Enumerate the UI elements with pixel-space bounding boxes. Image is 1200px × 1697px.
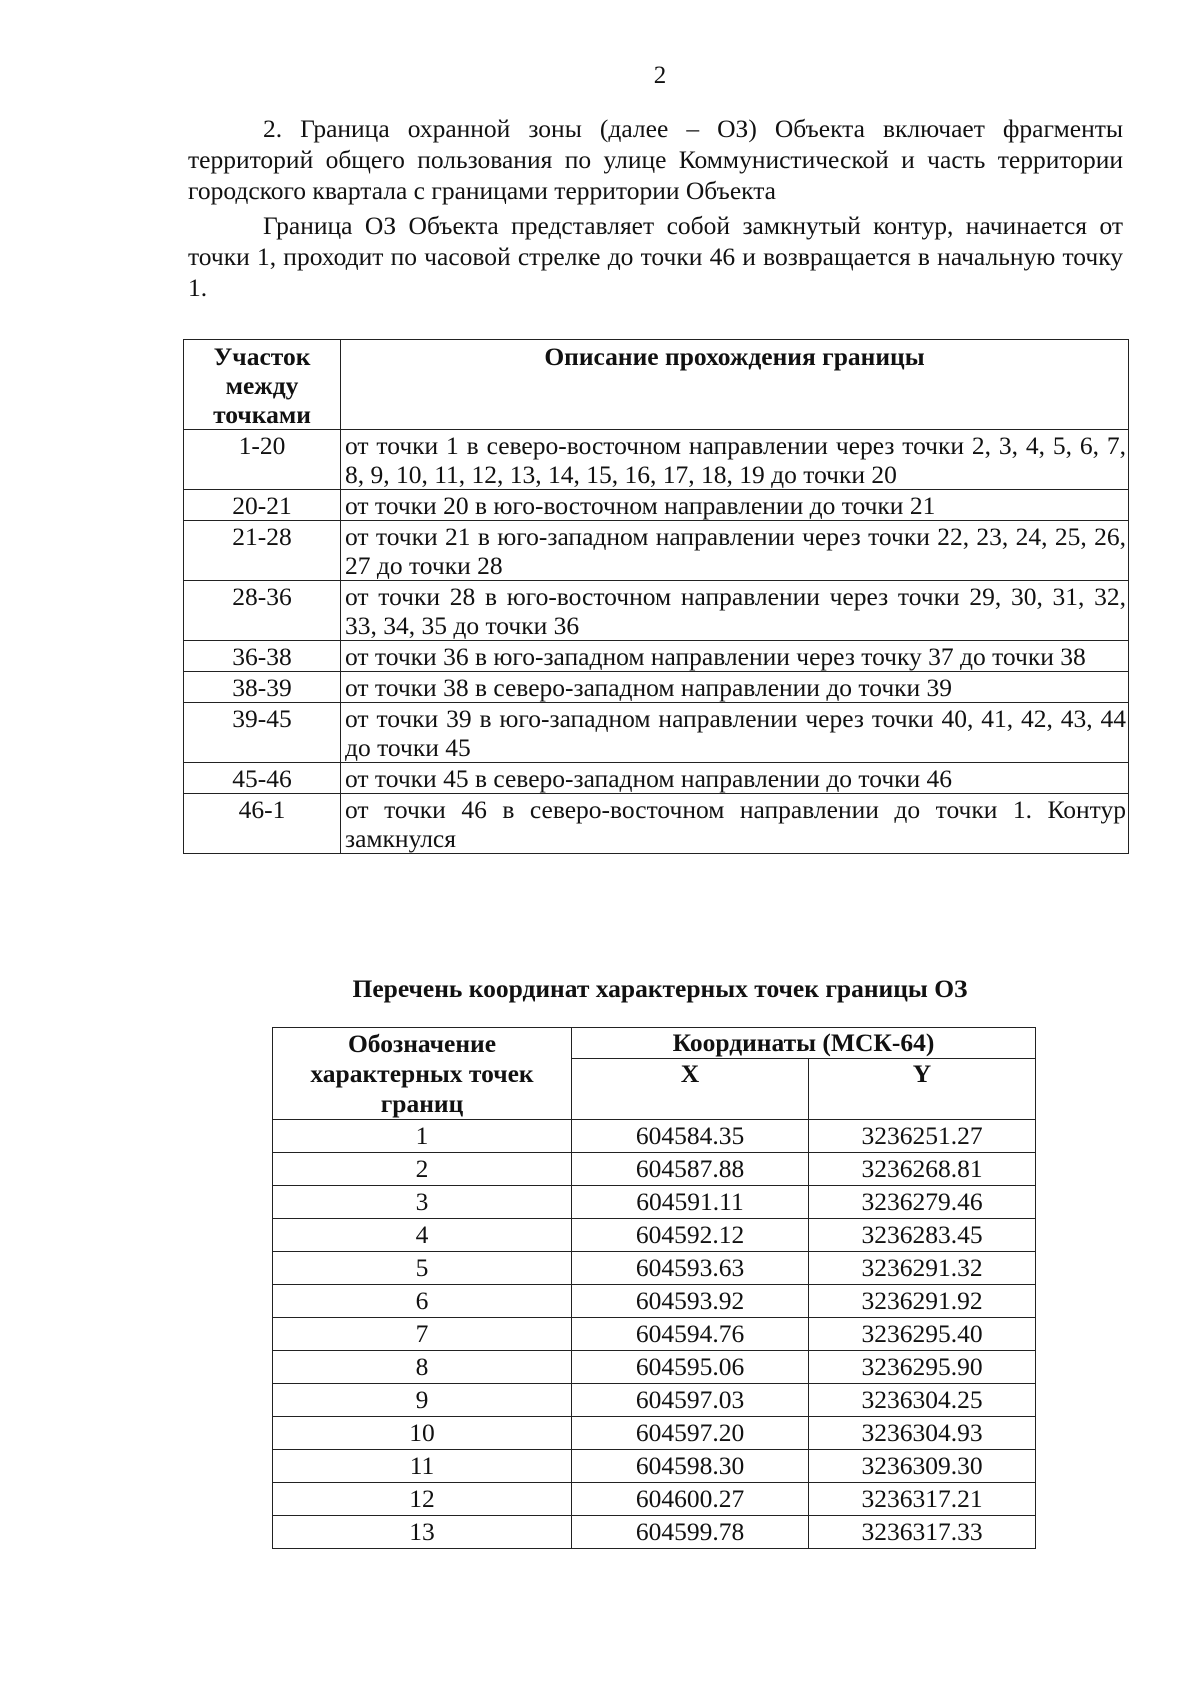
table-row (273, 1516, 1036, 1549)
y-column-header: Y (809, 1059, 1036, 1120)
table-row (273, 1351, 1036, 1384)
segments-table-header (184, 340, 1129, 430)
point-number-cell: 10 (273, 1417, 572, 1450)
x-coordinate-cell: 604587.88 (572, 1153, 809, 1186)
description-cell: от точки 46 в северо-восточном направлении до точки 1. Контур замкнулся (341, 794, 1129, 854)
x-coordinate-cell: 604594.76 (572, 1318, 809, 1351)
x-coordinate-cell: 604591.11 (572, 1186, 809, 1219)
coordinates-system-header: Координаты (МСК-64) (572, 1028, 1036, 1059)
segment-column-header: Участок между точками (184, 340, 341, 430)
segment-cell: 46-1 (184, 794, 341, 854)
description-cell: от точки 38 в северо-западном направлении до точки 39 (341, 672, 1129, 703)
point-number-cell: 4 (273, 1219, 572, 1252)
y-coordinate-cell: 3236295.90 (809, 1351, 1036, 1384)
description-cell: от точки 45 в северо-западном направлении до точки 46 (341, 763, 1129, 794)
description-cell: от точки 1 в северо-восточном направлении через точки 2, 3, 4, 5, 6, 7, 8, 9, 10, 11, 12, 13, 14, 15, 16, 17, 18, 19 до точки 20 (341, 430, 1129, 490)
segment-cell: 45-46 (184, 763, 341, 794)
table-row (273, 1120, 1036, 1153)
table-row (273, 1285, 1036, 1318)
paragraph-boundary-composition: 2. Граница охранной зоны (далее – ОЗ) Объекта включает фрагменты территорий общего пользования по улице Коммунистической и часть территории городского квартала с границами территории Объекта (188, 114, 1123, 205)
description-cell: от точки 28 в юго-восточном направлении через точки 29, 30, 31, 32, 33, 34, 35 до точки 36 (341, 581, 1129, 641)
description-column-header: Описание прохождения границы (341, 340, 1129, 430)
table-row (184, 521, 1129, 581)
table-row (184, 641, 1129, 672)
paragraph-boundary-contour: Граница ОЗ Объекта представляет собой замкнутый контур, начинается от точки 1, проходит по часовой стрелке до точки 46 и возвращается в начальную точку 1. (188, 211, 1123, 302)
point-number-cell: 3 (273, 1186, 572, 1219)
segment-cell: 20-21 (184, 490, 341, 521)
table-row (273, 1450, 1036, 1483)
y-coordinate-cell: 3236291.92 (809, 1285, 1036, 1318)
table-row (273, 1384, 1036, 1417)
segment-cell: 39-45 (184, 703, 341, 763)
coordinates-table-header (273, 1028, 1036, 1059)
y-coordinate-cell: 3236309.30 (809, 1450, 1036, 1483)
coordinates-table-body (273, 1120, 1036, 1549)
point-number-cell: 5 (273, 1252, 572, 1285)
table-row (273, 1186, 1036, 1219)
y-coordinate-cell: 3236317.21 (809, 1483, 1036, 1516)
page-number: 2 (653, 62, 667, 89)
x-column-header: X (572, 1059, 809, 1120)
x-coordinate-cell: 604599.78 (572, 1516, 809, 1549)
y-coordinate-cell: 3236295.40 (809, 1318, 1036, 1351)
point-name-column-header: Обозначение характерных точек границ (273, 1028, 572, 1120)
segment-cell: 1-20 (184, 430, 341, 490)
table-row (273, 1318, 1036, 1351)
x-coordinate-cell: 604597.03 (572, 1384, 809, 1417)
description-cell: от точки 20 в юго-восточном направлении до точки 21 (341, 490, 1129, 521)
segments-table (183, 339, 1129, 854)
segment-cell: 21-28 (184, 521, 341, 581)
segment-cell: 36-38 (184, 641, 341, 672)
table-row (184, 672, 1129, 703)
point-number-cell: 11 (273, 1450, 572, 1483)
coordinates-list-title: Перечень координат характерных точек границы ОЗ (352, 974, 968, 1003)
table-row (273, 1252, 1036, 1285)
x-coordinate-cell: 604597.20 (572, 1417, 809, 1450)
y-coordinate-cell: 3236283.45 (809, 1219, 1036, 1252)
y-coordinate-cell: 3236279.46 (809, 1186, 1036, 1219)
point-number-cell: 8 (273, 1351, 572, 1384)
y-coordinate-cell: 3236291.32 (809, 1252, 1036, 1285)
point-number-cell: 9 (273, 1384, 572, 1417)
description-cell: от точки 36 в юго-западном направлении через точку 37 до точки 38 (341, 641, 1129, 672)
table-row (184, 794, 1129, 854)
y-coordinate-cell: 3236317.33 (809, 1516, 1036, 1549)
segment-cell: 38-39 (184, 672, 341, 703)
table-row (273, 1417, 1036, 1450)
description-cell: от точки 21 в юго-западном направлении через точки 22, 23, 24, 25, 26, 27 до точки 28 (341, 521, 1129, 581)
x-coordinate-cell: 604592.12 (572, 1219, 809, 1252)
table-row (184, 490, 1129, 521)
x-coordinate-cell: 604600.27 (572, 1483, 809, 1516)
y-coordinate-cell: 3236304.25 (809, 1384, 1036, 1417)
point-number-cell: 2 (273, 1153, 572, 1186)
x-coordinate-cell: 604598.30 (572, 1450, 809, 1483)
x-coordinate-cell: 604593.63 (572, 1252, 809, 1285)
point-number-cell: 7 (273, 1318, 572, 1351)
table-row (273, 1483, 1036, 1516)
table-row (184, 703, 1129, 763)
y-coordinate-cell: 3236251.27 (809, 1120, 1036, 1153)
y-coordinate-cell: 3236304.93 (809, 1417, 1036, 1450)
table-row (184, 581, 1129, 641)
table-row (273, 1219, 1036, 1252)
segment-cell: 28-36 (184, 581, 341, 641)
point-number-cell: 1 (273, 1120, 572, 1153)
coordinates-table (272, 1027, 1036, 1549)
table-row (184, 763, 1129, 794)
description-cell: от точки 39 в юго-западном направлении через точки 40, 41, 42, 43, 44 до точки 45 (341, 703, 1129, 763)
x-coordinate-cell: 604584.35 (572, 1120, 809, 1153)
table-row (184, 430, 1129, 490)
point-number-cell: 13 (273, 1516, 572, 1549)
y-coordinate-cell: 3236268.81 (809, 1153, 1036, 1186)
point-number-cell: 12 (273, 1483, 572, 1516)
x-coordinate-cell: 604593.92 (572, 1285, 809, 1318)
point-number-cell: 6 (273, 1285, 572, 1318)
x-coordinate-cell: 604595.06 (572, 1351, 809, 1384)
table-row (273, 1153, 1036, 1186)
